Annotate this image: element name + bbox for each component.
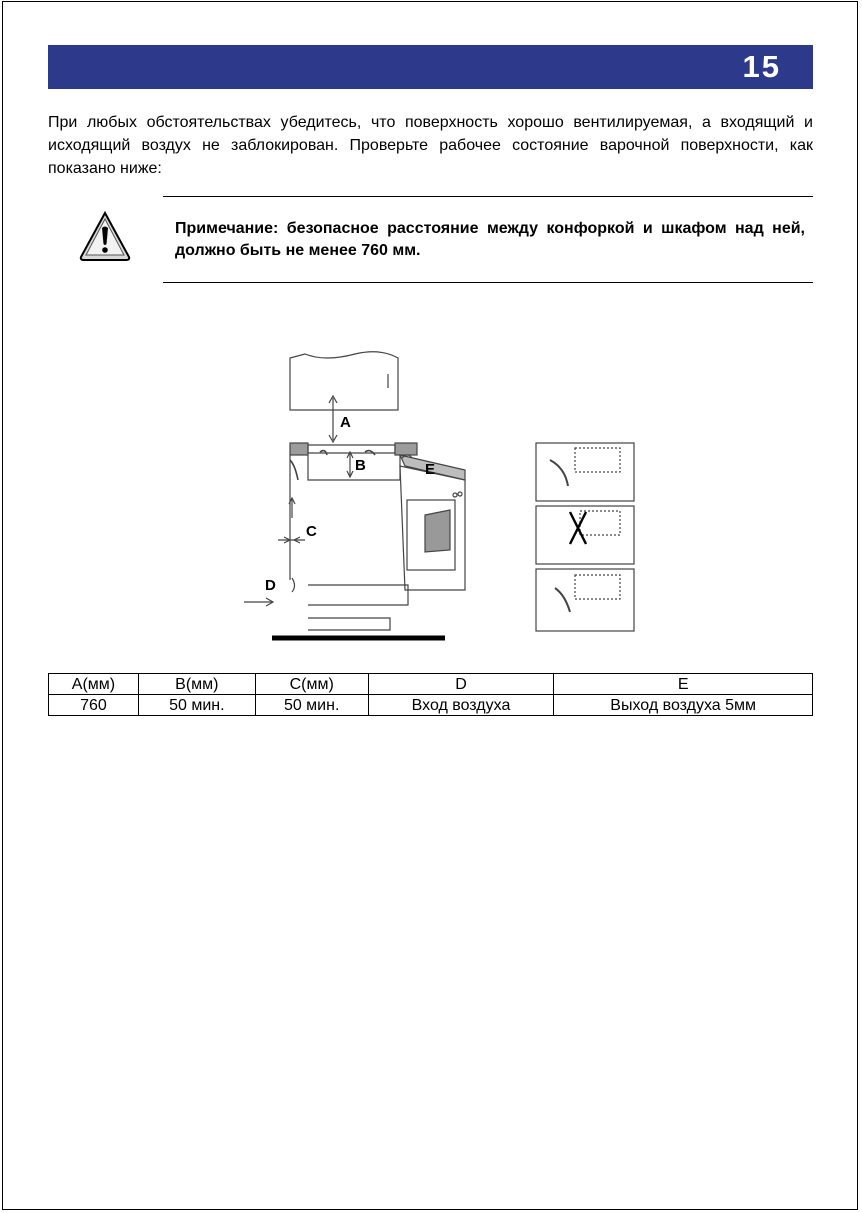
label-a: A [340,414,351,431]
table-cell: 760 [49,695,139,716]
table-header-cell: E [554,674,813,695]
page-number: 15 [742,49,781,84]
table-header-cell: A(мм) [49,674,139,695]
table-cell: Вход воздуха [368,695,554,716]
installation-diagram [230,340,650,645]
table-header-cell: D [368,674,554,695]
warning-icon [78,210,132,264]
table-cell: Выход воздуха 5мм [554,695,813,716]
label-d: D [265,577,276,594]
table-cell: 50 мин. [138,695,255,716]
label-e: E [425,461,436,478]
table-row [49,695,813,716]
table-cell: 50 мин. [255,695,368,716]
wall-cabinet [290,352,398,410]
table-header-row [49,674,813,695]
note-text: Примечание: безопасное расстояние между конфоркой и шкафом над ней, должно быть не менее 760 мм. [175,220,805,259]
label-c: C [306,523,317,540]
page-header-bar [48,45,813,89]
clearance-table [48,673,813,716]
note-top-rule [163,196,813,197]
label-b: B [355,457,366,474]
note-bottom-rule [163,282,813,283]
table-header-cell: C(мм) [255,674,368,695]
table-header-cell: B(мм) [138,674,255,695]
intro-paragraph: При любых обстоятельствах убедитесь, что поверхность хорошо вентилируемая, а входящий и исходящий воздух не заблокирован. Проверьте рабочее состояние варочной поверхности, как показано ниже: [48,114,813,177]
